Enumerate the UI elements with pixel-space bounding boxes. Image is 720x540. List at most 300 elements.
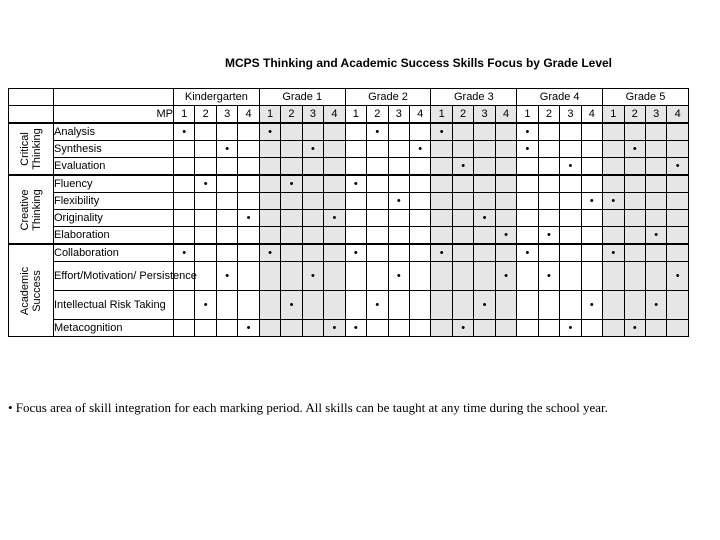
mp-number: 2 bbox=[452, 106, 473, 124]
mp-cell bbox=[474, 141, 495, 158]
mp-cell bbox=[603, 123, 624, 141]
mp-cell bbox=[302, 123, 323, 141]
mp-cell bbox=[495, 141, 516, 158]
category-label bbox=[19, 266, 43, 314]
mp-cell bbox=[560, 210, 581, 227]
mp-cell bbox=[174, 210, 195, 227]
mp-cell bbox=[174, 193, 195, 210]
mp-cell bbox=[238, 244, 259, 262]
mp-cell bbox=[195, 244, 216, 262]
mp-cell bbox=[452, 158, 473, 176]
mp-cell bbox=[259, 193, 280, 210]
mp-cell bbox=[281, 291, 302, 320]
focus-dot: • bbox=[461, 159, 466, 172]
mp-cell bbox=[195, 262, 216, 291]
mp-cell bbox=[409, 291, 430, 320]
mp-cell bbox=[452, 227, 473, 245]
category-label-line: Thinking bbox=[31, 128, 43, 170]
mp-cell bbox=[345, 291, 366, 320]
mp-cell bbox=[474, 244, 495, 262]
mp-number: 1 bbox=[517, 106, 538, 124]
mp-cell bbox=[452, 244, 473, 262]
mp-cell bbox=[195, 227, 216, 245]
mp-cell bbox=[452, 123, 473, 141]
mp-cell bbox=[538, 244, 559, 262]
focus-dot: • bbox=[439, 246, 444, 259]
mp-cell bbox=[495, 210, 516, 227]
mp-cell bbox=[581, 175, 602, 193]
mp-cell bbox=[667, 193, 688, 210]
mp-cell bbox=[302, 141, 323, 158]
focus-dot: • bbox=[311, 269, 315, 282]
mp-cell bbox=[431, 158, 452, 176]
grade-header: Grade 2 bbox=[345, 89, 431, 106]
focus-dot: • bbox=[353, 177, 358, 190]
mp-cell bbox=[603, 262, 624, 291]
mp-cell bbox=[431, 123, 452, 141]
mp-cell bbox=[409, 158, 430, 176]
mp-cell bbox=[174, 227, 195, 245]
mp-cell bbox=[174, 320, 195, 337]
mp-cell bbox=[667, 141, 688, 158]
mp-cell bbox=[560, 141, 581, 158]
skill-row bbox=[9, 158, 689, 176]
mp-cell bbox=[238, 193, 259, 210]
mp-cell bbox=[517, 262, 538, 291]
mp-cell bbox=[624, 291, 645, 320]
mp-cell bbox=[603, 175, 624, 193]
mp-cell bbox=[281, 320, 302, 337]
corner-cell bbox=[9, 89, 54, 106]
mp-cell bbox=[560, 227, 581, 245]
mp-cell bbox=[238, 320, 259, 337]
mp-number: 3 bbox=[474, 106, 495, 124]
mp-cell bbox=[645, 291, 666, 320]
mp-cell bbox=[281, 175, 302, 193]
mp-cell bbox=[388, 123, 409, 141]
mp-cell bbox=[216, 158, 237, 176]
mp-cell bbox=[517, 244, 538, 262]
mp-cell bbox=[495, 320, 516, 337]
focus-dot: • bbox=[375, 125, 380, 138]
focus-dot: • bbox=[547, 269, 551, 282]
mp-cell bbox=[238, 158, 259, 176]
mp-cell bbox=[324, 141, 345, 158]
mp-cell bbox=[388, 175, 409, 193]
mp-number: 4 bbox=[324, 106, 345, 124]
corner-cell bbox=[9, 106, 54, 124]
focus-dot: • bbox=[182, 125, 187, 138]
mp-cell bbox=[667, 175, 688, 193]
mp-cell bbox=[195, 320, 216, 337]
mp-cell bbox=[645, 227, 666, 245]
mp-cell bbox=[495, 227, 516, 245]
mp-cell bbox=[474, 262, 495, 291]
mp-cell bbox=[345, 141, 366, 158]
mp-cell bbox=[603, 291, 624, 320]
focus-dot: • bbox=[654, 228, 659, 241]
skill-row bbox=[9, 175, 689, 193]
mp-cell bbox=[452, 141, 473, 158]
mp-number: 2 bbox=[195, 106, 216, 124]
skill-name: Effort/Motivation/ Persistence bbox=[54, 262, 174, 291]
skill-name: Collaboration bbox=[54, 244, 174, 262]
category-label-line: Creative bbox=[19, 189, 31, 230]
mp-cell bbox=[645, 262, 666, 291]
focus-dot: • bbox=[246, 211, 251, 224]
mp-cell bbox=[495, 158, 516, 176]
mp-cell bbox=[238, 227, 259, 245]
mp-cell bbox=[216, 210, 237, 227]
mp-number: 1 bbox=[259, 106, 280, 124]
mp-number: 3 bbox=[388, 106, 409, 124]
focus-dot: • bbox=[482, 211, 487, 224]
mp-cell bbox=[581, 210, 602, 227]
mp-cell bbox=[624, 141, 645, 158]
mp-cell bbox=[281, 141, 302, 158]
focus-dot: • bbox=[632, 142, 637, 155]
mp-cell bbox=[431, 244, 452, 262]
mp-cell bbox=[388, 141, 409, 158]
mp-cell bbox=[409, 141, 430, 158]
mp-cell bbox=[195, 193, 216, 210]
focus-dot: • bbox=[289, 177, 294, 190]
mp-cell bbox=[259, 227, 280, 245]
mp-cell bbox=[624, 175, 645, 193]
mp-cell bbox=[409, 262, 430, 291]
mp-cell bbox=[238, 141, 259, 158]
mp-cell bbox=[495, 123, 516, 141]
mp-cell bbox=[581, 158, 602, 176]
skill-name: Metacognition bbox=[54, 320, 174, 337]
focus-dot: • bbox=[311, 142, 315, 155]
mp-cell bbox=[667, 291, 688, 320]
mp-cell bbox=[367, 210, 388, 227]
mp-cell bbox=[324, 123, 345, 141]
focus-dot: • bbox=[396, 269, 401, 282]
mp-cell bbox=[624, 123, 645, 141]
focus-dot: • bbox=[547, 228, 551, 241]
mp-cell bbox=[667, 227, 688, 245]
mp-cell bbox=[452, 320, 473, 337]
mp-cell bbox=[388, 320, 409, 337]
grade-header: Grade 4 bbox=[517, 89, 603, 106]
category-label-cell bbox=[9, 244, 54, 337]
skill-row bbox=[9, 291, 689, 320]
mp-cell bbox=[581, 193, 602, 210]
mp-cell bbox=[302, 175, 323, 193]
mp-cell bbox=[538, 175, 559, 193]
mp-cell bbox=[281, 123, 302, 141]
mp-cell bbox=[324, 158, 345, 176]
mp-number: 1 bbox=[603, 106, 624, 124]
focus-dot: • bbox=[589, 298, 594, 311]
mp-cell bbox=[324, 210, 345, 227]
focus-dot: • bbox=[203, 298, 208, 311]
mp-number: 4 bbox=[667, 106, 688, 124]
mp-cell bbox=[345, 262, 366, 291]
mp-cell bbox=[452, 262, 473, 291]
mp-cell bbox=[216, 123, 237, 141]
mp-cell bbox=[281, 227, 302, 245]
mp-number: 2 bbox=[367, 106, 388, 124]
mp-cell bbox=[474, 210, 495, 227]
mp-cell bbox=[431, 210, 452, 227]
mp-cell bbox=[324, 262, 345, 291]
mp-cell bbox=[495, 262, 516, 291]
focus-dot: • bbox=[611, 246, 616, 259]
mp-cell bbox=[216, 291, 237, 320]
grade-header: Grade 1 bbox=[259, 89, 345, 106]
mp-cell bbox=[174, 158, 195, 176]
mp-cell bbox=[452, 291, 473, 320]
mp-cell bbox=[495, 193, 516, 210]
mp-cell bbox=[324, 320, 345, 337]
mp-cell bbox=[195, 123, 216, 141]
mp-cell bbox=[581, 141, 602, 158]
mp-cell bbox=[452, 175, 473, 193]
mp-cell bbox=[195, 158, 216, 176]
mp-cell bbox=[624, 320, 645, 337]
category-label bbox=[19, 189, 43, 231]
mp-number: 3 bbox=[560, 106, 581, 124]
skill-row bbox=[9, 320, 689, 337]
mp-cell bbox=[324, 175, 345, 193]
mp-cell bbox=[195, 141, 216, 158]
mp-cell bbox=[281, 193, 302, 210]
focus-dot: • bbox=[268, 246, 272, 259]
mp-cell bbox=[367, 141, 388, 158]
document-title: MCPS Thinking and Academic Success Skills Focus by Grade Level bbox=[225, 56, 613, 70]
mp-cell bbox=[538, 262, 559, 291]
mp-cell bbox=[281, 210, 302, 227]
focus-dot: • bbox=[611, 194, 616, 207]
mp-cell bbox=[667, 210, 688, 227]
mp-number: 4 bbox=[495, 106, 516, 124]
mp-cell bbox=[560, 123, 581, 141]
focus-dot: • bbox=[182, 246, 187, 259]
skill-name: Intellectual Risk Taking bbox=[54, 291, 174, 320]
mp-cell bbox=[431, 227, 452, 245]
skill-name: Synthesis bbox=[54, 141, 174, 158]
mp-number: 1 bbox=[431, 106, 452, 124]
category-label-line: Critical bbox=[19, 132, 31, 166]
mp-cell bbox=[388, 193, 409, 210]
mp-cell bbox=[367, 291, 388, 320]
mp-cell bbox=[495, 175, 516, 193]
mp-cell bbox=[431, 193, 452, 210]
mp-cell bbox=[367, 244, 388, 262]
mp-cell bbox=[452, 210, 473, 227]
mp-cell bbox=[324, 227, 345, 245]
mp-number: 1 bbox=[345, 106, 366, 124]
mp-cell bbox=[302, 227, 323, 245]
mp-cell bbox=[474, 158, 495, 176]
mp-cell bbox=[624, 227, 645, 245]
focus-dot: • bbox=[332, 321, 337, 334]
mp-cell bbox=[409, 175, 430, 193]
mp-cell bbox=[603, 227, 624, 245]
mp-cell bbox=[603, 158, 624, 176]
mp-cell bbox=[474, 123, 495, 141]
mp-cell bbox=[388, 291, 409, 320]
mp-cell bbox=[259, 320, 280, 337]
mp-cell bbox=[345, 320, 366, 337]
skill-row bbox=[9, 193, 689, 210]
category-label-line: Thinking bbox=[31, 188, 43, 231]
skill-name: Evaluation bbox=[54, 158, 174, 176]
focus-dot: • bbox=[418, 142, 423, 155]
mp-cell bbox=[603, 193, 624, 210]
mp-number: 3 bbox=[302, 106, 323, 124]
mp-cell bbox=[560, 244, 581, 262]
mp-cell bbox=[216, 193, 237, 210]
mp-cell bbox=[474, 193, 495, 210]
mp-cell bbox=[195, 175, 216, 193]
mp-cell bbox=[645, 123, 666, 141]
mp-cell bbox=[581, 291, 602, 320]
mp-cell bbox=[517, 210, 538, 227]
focus-dot: • bbox=[525, 125, 530, 138]
mp-cell bbox=[345, 158, 366, 176]
mp-cell bbox=[409, 210, 430, 227]
mp-cell bbox=[388, 158, 409, 176]
footnote: • Focus area of skill integration for each marking period. All skills can be taught at any time during the school year. bbox=[8, 400, 608, 415]
mp-cell bbox=[517, 141, 538, 158]
mp-cell bbox=[474, 320, 495, 337]
mp-number: 4 bbox=[238, 106, 259, 124]
focus-dot: • bbox=[504, 269, 508, 282]
mp-cell bbox=[174, 244, 195, 262]
mp-cell bbox=[302, 158, 323, 176]
mp-cell bbox=[216, 320, 237, 337]
mp-cell bbox=[624, 158, 645, 176]
mp-cell bbox=[238, 291, 259, 320]
mp-cell bbox=[603, 320, 624, 337]
mp-cell bbox=[431, 175, 452, 193]
mp-cell bbox=[538, 210, 559, 227]
mp-cell bbox=[474, 175, 495, 193]
mp-cell bbox=[324, 193, 345, 210]
mp-cell bbox=[302, 244, 323, 262]
grade-header: Kindergarten bbox=[174, 89, 260, 106]
mp-cell bbox=[431, 141, 452, 158]
mp-cell bbox=[538, 141, 559, 158]
category-label bbox=[19, 128, 43, 170]
mp-number: 2 bbox=[624, 106, 645, 124]
mp-cell bbox=[645, 210, 666, 227]
mp-cell bbox=[259, 141, 280, 158]
category-label-line: Success bbox=[31, 269, 43, 312]
focus-dot: • bbox=[439, 125, 444, 138]
grid-body bbox=[9, 89, 689, 337]
mp-cell bbox=[345, 123, 366, 141]
mp-cell bbox=[645, 244, 666, 262]
mp-cell bbox=[624, 244, 645, 262]
mp-cell bbox=[517, 291, 538, 320]
mp-cell bbox=[174, 141, 195, 158]
mp-cell bbox=[281, 158, 302, 176]
mp-cell bbox=[538, 320, 559, 337]
mp-cell bbox=[409, 320, 430, 337]
mp-cell bbox=[367, 158, 388, 176]
mp-cell bbox=[388, 262, 409, 291]
mp-cell bbox=[538, 193, 559, 210]
mp-cell bbox=[409, 123, 430, 141]
mp-cell bbox=[624, 193, 645, 210]
mp-cell bbox=[645, 175, 666, 193]
focus-dot: • bbox=[353, 321, 358, 334]
mp-cell bbox=[302, 320, 323, 337]
mp-cell bbox=[367, 123, 388, 141]
mp-cell bbox=[174, 175, 195, 193]
focus-dot: • bbox=[332, 211, 337, 224]
mp-number: 1 bbox=[174, 106, 195, 124]
mp-cell bbox=[259, 291, 280, 320]
mp-cell bbox=[560, 320, 581, 337]
mp-cell bbox=[581, 123, 602, 141]
mp-cell bbox=[259, 175, 280, 193]
mp-cell bbox=[667, 320, 688, 337]
mp-cell bbox=[302, 291, 323, 320]
mp-cell bbox=[367, 175, 388, 193]
skill-row bbox=[9, 210, 689, 227]
mp-cell bbox=[560, 291, 581, 320]
mp-cell bbox=[581, 262, 602, 291]
mp-cell bbox=[667, 244, 688, 262]
mp-number: 4 bbox=[409, 106, 430, 124]
grade-header: Grade 5 bbox=[603, 89, 689, 106]
mp-number: 3 bbox=[216, 106, 237, 124]
mp-number: 2 bbox=[538, 106, 559, 124]
mp-label: MP bbox=[54, 106, 174, 124]
mp-cell bbox=[517, 123, 538, 141]
mp-cell bbox=[538, 291, 559, 320]
mp-cell bbox=[238, 210, 259, 227]
mp-cell bbox=[538, 227, 559, 245]
skill-name: Flexibility bbox=[54, 193, 174, 210]
focus-dot: • bbox=[482, 298, 487, 311]
mp-cell bbox=[538, 123, 559, 141]
skill-row bbox=[9, 244, 689, 262]
mp-cell bbox=[431, 291, 452, 320]
mp-cell bbox=[259, 262, 280, 291]
focus-dot: • bbox=[225, 142, 230, 155]
focus-dot: • bbox=[375, 298, 380, 311]
mp-cell bbox=[281, 244, 302, 262]
category-label-cell bbox=[9, 175, 54, 244]
mp-cell bbox=[388, 227, 409, 245]
mp-cell bbox=[409, 193, 430, 210]
mp-cell bbox=[388, 244, 409, 262]
mp-cell bbox=[667, 158, 688, 176]
mp-cell bbox=[216, 244, 237, 262]
skill-row bbox=[9, 123, 689, 141]
mp-cell bbox=[603, 244, 624, 262]
mp-cell bbox=[581, 227, 602, 245]
mp-cell bbox=[345, 244, 366, 262]
category-label-line: Academic bbox=[19, 266, 31, 315]
mp-cell bbox=[452, 193, 473, 210]
focus-dot: • bbox=[203, 177, 208, 190]
mp-cell bbox=[667, 262, 688, 291]
mp-cell bbox=[474, 227, 495, 245]
mp-cell bbox=[174, 123, 195, 141]
grade-header: Grade 3 bbox=[431, 89, 517, 106]
mp-cell bbox=[174, 291, 195, 320]
mp-cell bbox=[624, 262, 645, 291]
focus-dot: • bbox=[396, 194, 401, 207]
